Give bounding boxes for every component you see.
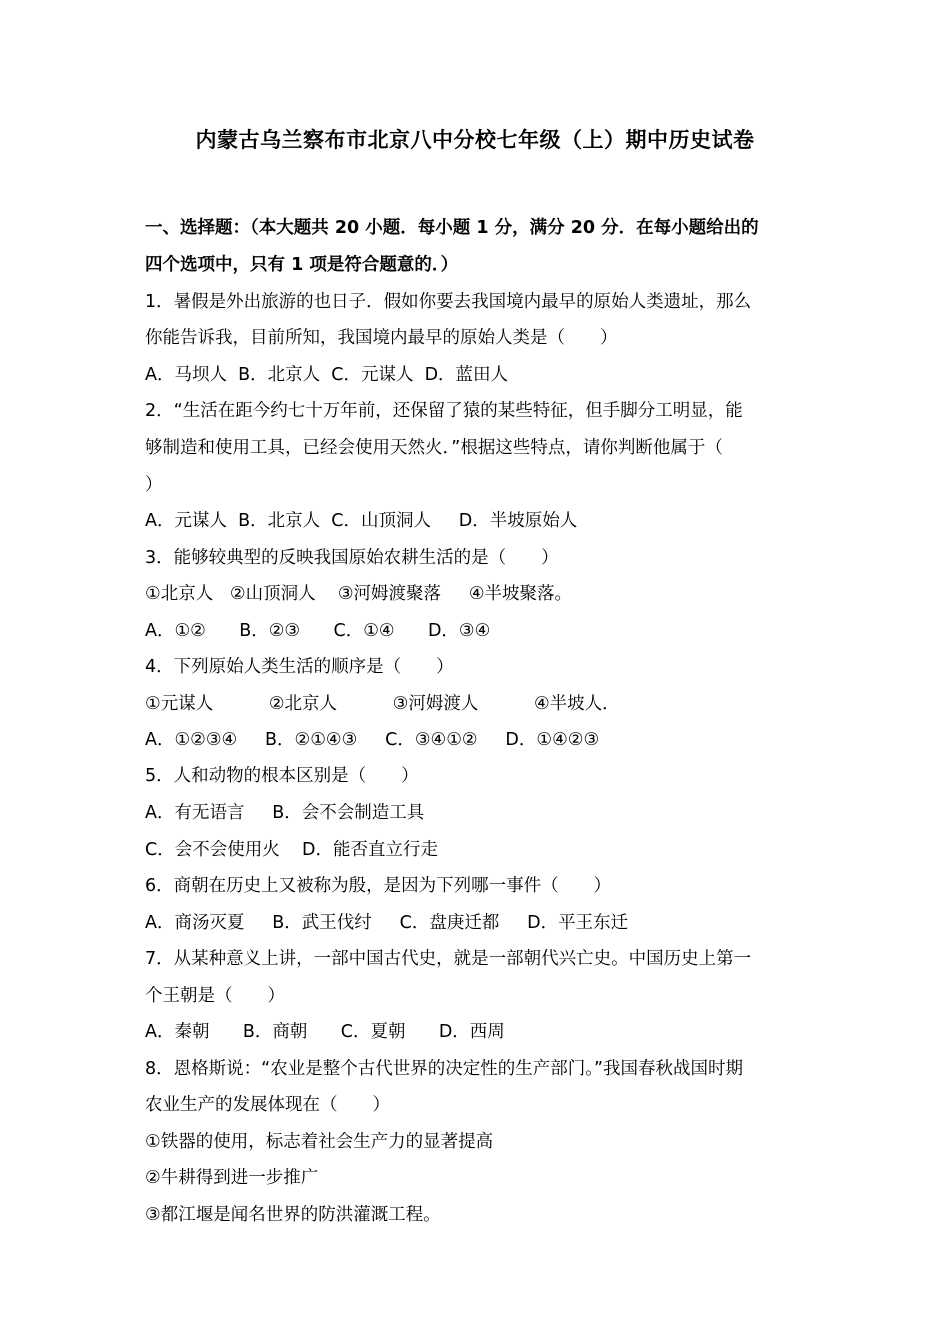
question-3-line-1: 3．能够较典型的反映我国原始农耕生活的是（ ）	[145, 548, 559, 568]
section-heading-line-1: 一、选择题：（本大题共 20 小题．每小题 1 分，满分 20 分．在每小题给出的	[145, 218, 759, 238]
question-3-options: A．①② B．②③ C．①④ D．③④	[145, 621, 491, 641]
question-6-line-1: 6．商朝在历史上又被称为殷，是因为下列哪一事件（ ）	[145, 876, 612, 896]
question-5-line-1: 5．人和动物的根本区别是（ ）	[145, 766, 419, 786]
question-5-options-1: A．有无语言 B．会不会制造工具	[145, 803, 425, 823]
section-heading-line-2: 四个选项中，只有 1 项是符合题意的．）	[145, 255, 459, 275]
question-7-line-1: 7．从某种意义上讲，一部中国古代史，就是一部朝代兴亡史。中国历史上第一	[145, 949, 752, 969]
question-8-item-2: ②牛耕得到进一步推广	[145, 1168, 319, 1188]
question-2-line-2: 够制造和使用工具，已经会使用天然火．”根据这些特点，请你判断他属于（	[145, 438, 723, 458]
question-7-options: A．秦朝 B．商朝 C．夏朝 D．西周	[145, 1022, 505, 1042]
question-2-line-3: ）	[145, 475, 163, 495]
question-2-line-1: 2．“生活在距今约七十万年前，还保留了猿的某些特征，但手脚分工明显，能	[145, 401, 743, 421]
question-4-options: A．①②③④ B．②①④③ C．③④①② D．①④②③	[145, 730, 600, 750]
question-3-items: ①北京人 ②山顶洞人 ③河姆渡聚落 ④半坡聚落。	[145, 584, 573, 604]
question-8-line-1: 8．恩格斯说：“农业是整个古代世界的决定性的生产部门。”我国春秋战国时期	[145, 1059, 744, 1079]
page-title: 内蒙古乌兰察布市北京八中分校七年级（上）期中历史试卷	[195, 128, 755, 152]
question-6-options: A．商汤灭夏 B．武王伐纣 C．盘庚迁都 D．平王东迁	[145, 913, 629, 933]
question-4-items: ①元谋人 ②北京人 ③河姆渡人 ④半坡人．	[145, 694, 620, 714]
question-4-line-1: 4．下列原始人类生活的顺序是（ ）	[145, 657, 454, 677]
question-8-item-3: ③都江堰是闻名世界的防洪灌溉工程。	[145, 1205, 441, 1225]
question-2-options: A．元谋人 B．北京人 C．山顶洞人 D．半坡原始人	[145, 511, 578, 531]
question-7-line-2: 个王朝是（ ）	[145, 986, 285, 1006]
question-1-line-2: 你能告诉我，目前所知，我国境内最早的原始人类是（ ）	[145, 328, 618, 348]
question-1-options: A．马坝人 B．北京人 C．元谋人 D．蓝田人	[145, 365, 509, 385]
question-8-line-2: 农业生产的发展体现在（ ）	[145, 1095, 390, 1115]
question-8-item-1: ①铁器的使用，标志着社会生产力的显著提高	[145, 1132, 494, 1152]
question-5-options-2: C．会不会使用火 D．能否直立行走	[145, 840, 438, 860]
question-1-line-1: 1．暑假是外出旅游的也日子．假如你要去我国境内最早的原始人类遗址，那么	[145, 292, 752, 312]
